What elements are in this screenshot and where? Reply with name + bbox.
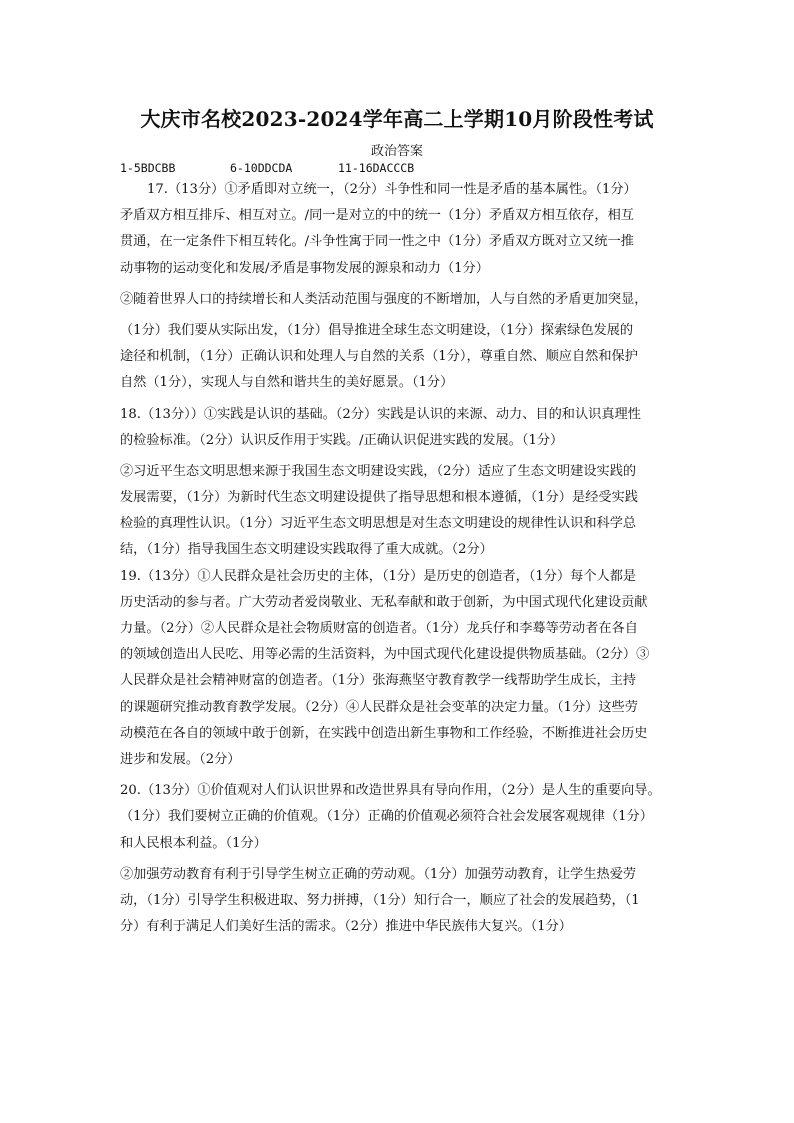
choice-answer-1-5: 1-5BDCBB (120, 161, 176, 175)
q17-line: 贯通，在一定条件下相互转化。/斗争性寓于同一性之中（1分）矛盾双方既对立又统一推 (120, 234, 634, 250)
q17-line: 自然（1分），实现人与自然和谐共生的美好愿景。（1分） (120, 375, 454, 391)
choice-answer-11-16: 11-16DACCCB (338, 161, 415, 175)
q20-line: ②加强劳动教育有利于引导学生树立正确的劳动观。（1分）加强劳动教育，让学生热爱劳 (120, 866, 637, 882)
q19-line: 19.（13分）①人民群众是社会历史的主体，（1分）是历史的创造者，（1分）每个人都是 (120, 568, 637, 584)
choice-answers (120, 161, 414, 175)
q19-line: 力量。（2分）②人民群众是社会物质财富的创造者。（1分）龙兵仔和李蓦等劳动者在各自 (120, 621, 638, 636)
q17-line: 矛盾双方相互排斥、相互对立。/同一是对立的中的统一（1分）矛盾双方相互依存，相互 (120, 208, 634, 224)
q20-line: 动，（1分）引导学生积极进取、努力拼搏，（1分）知行合一，顺应了社会的发展趋势，（1 (120, 892, 640, 908)
page-title: 大庆市名校2023-2024学年高二上学期10月阶段性考试 (140, 107, 654, 131)
q18-line: 发展需要，（1分）为新时代生态文明建设提供了指导思想和根本遵循，（1分）是经受实践 (120, 490, 638, 506)
question-18 (120, 402, 680, 564)
q18-line: 的检验标准。（2分）认识反作用于实践。/正确认识促进实践的发展。（1分） (120, 432, 564, 448)
q20-line: 分）有利于满足人们美好生活的需求。（2分）推进中华民族伟大复兴。（1分） (120, 919, 572, 935)
question-20 (120, 778, 680, 940)
question-19 (120, 564, 680, 774)
page-subtitle: 政治答案 (370, 144, 423, 159)
q19-line: 动模范在各自的领域中敢于创新，在实践中创造出新生事物和工作经验，不断推进社会历史 (120, 725, 648, 741)
q18-line: ②习近平生态文明思想来源于我国生态文明建设实践，（2分）适应了生态文明建设实践的 (120, 463, 637, 479)
q20-line: 和人民根本利益。（1分） (120, 835, 267, 851)
choice-answer-6-10: 6-10DDCDA (230, 161, 293, 175)
q19-line: 进步和发展。（2分） (120, 751, 241, 767)
q19-line: 历史活动的参与者。广大劳动者爱岗敬业、无私奉献和敢于创新，为中国式现代化建设贡献 (120, 594, 648, 610)
q19-line: 的课题研究推动教育教学发展。（2分）④人民群众是社会变革的决定力量。（1分）这些劳 (120, 699, 638, 715)
q19-line: 的领域创造出人民吃、用等必需的生活资料，为中国式现代化建设提供物质基础。（2分）③ (120, 647, 650, 663)
q17-line: 途径和机制，（1分）正确认识和处理人与自然的关系（1分），尊重自然、顺应自然和保护 (120, 349, 638, 365)
q18-line: 检验的真理性认识。（1分）习近平生态文明思想是对生态文明建设的规律性认识和科学总 (120, 516, 637, 532)
q20-line: 20.（13分）①价值观对人们认识世界和改造世界具有导向作用，（2分）是人生的重要向导。 (120, 783, 661, 799)
q17-line: （1分）我们要从实际出发，（1分）倡导推进全球生态文明建设，（1分）探索绿色发展的 (120, 322, 634, 338)
q18-line: 结，（1分）指导我国生态文明建设实践取得了重大成就。（2分） (120, 542, 493, 558)
q19-line: 人民群众是社会精神财富的创造者。（1分）张海燕坚守教育教学一线帮助学生成长，主持 (120, 673, 637, 689)
q17-line: ②随着世界人口的持续增长和人类活动范围与强度的不断增加，人与自然的矛盾更加突显， (120, 291, 648, 307)
answer-body (120, 177, 680, 940)
q17-line: 17.（13分）①矛盾即对立统一，（2分）斗争性和同一性是矛盾的基本属性。（1分） (147, 182, 637, 197)
q18-line: 18.（13分））①实践是认识的基础。（2分）实践是认识的来源、动力、目的和认识真理性 (120, 406, 641, 422)
question-17 (120, 177, 680, 397)
q20-line: （1分）我们要树立正确的价值观。（1分）正确的价值观必须符合社会发展客观规律（1分） (120, 809, 653, 825)
q17-line: 动事物的运动变化和发展/矛盾是事物发展的源泉和动力（1分） (120, 260, 489, 276)
